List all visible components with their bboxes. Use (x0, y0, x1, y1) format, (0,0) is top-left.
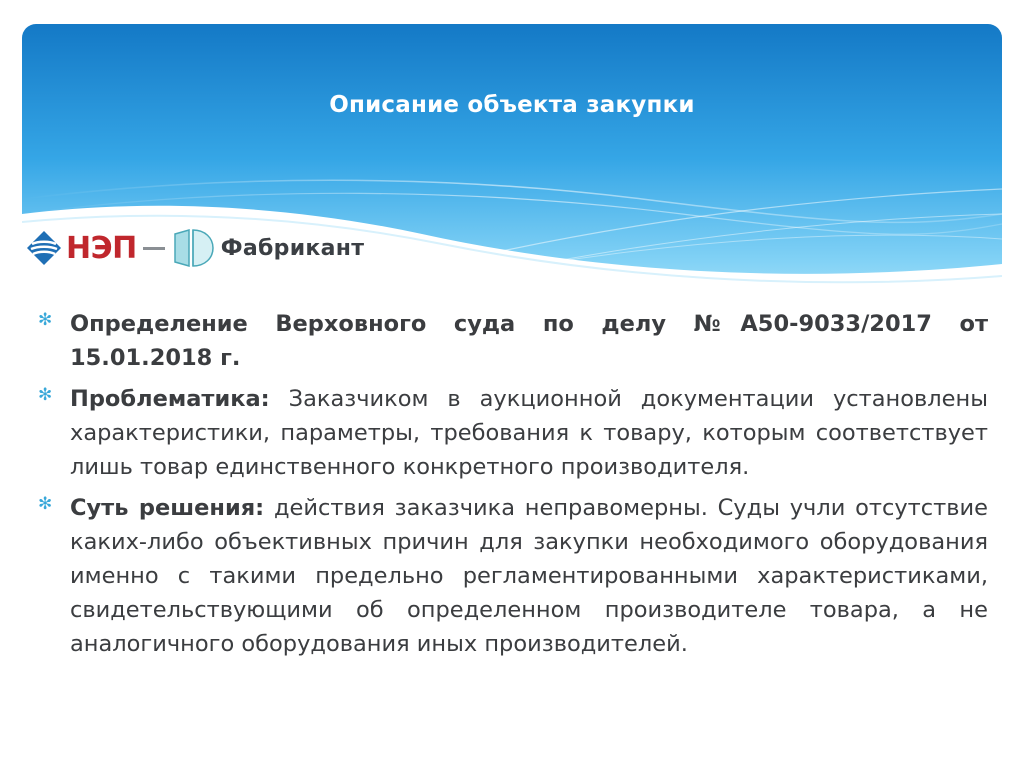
bullet-icon: ✻ (38, 310, 53, 330)
bullet-lead: Суть решения: (70, 495, 265, 521)
logo-bar (26, 226, 364, 270)
bullet-paragraph (70, 382, 988, 484)
slide (22, 24, 1002, 746)
logo-separator (143, 247, 165, 250)
bullet-paragraph (70, 491, 988, 661)
bullet-lead: Проблематика: (70, 386, 270, 412)
bullet-icon: ✻ (38, 385, 53, 405)
fabrikant-logo-icon (171, 228, 217, 268)
bullet-icon: ✻ (38, 494, 53, 514)
list-item (36, 307, 988, 375)
list-item (36, 382, 988, 484)
bullet-lead: Определение Верховного суда по делу №А50-9033/2017 от 15.01.2018 г. (70, 311, 988, 371)
nep-logo-text: НЭП (66, 230, 137, 266)
bullet-paragraph (70, 307, 988, 375)
slide-title: Описание объекта закупки (329, 92, 695, 118)
bullet-list (36, 307, 988, 668)
bullet-text: действия заказчика неправомерны. Суды учли отсутствие каких-либо объективных причин для закупки необходимого оборудования именно с такими предельно регламентированными характеристиками, свидетельствующими об определенном производителе товара, а не аналогичного оборудования иных производителей. (70, 495, 988, 657)
nep-logo-icon (26, 230, 62, 266)
banner-background (22, 24, 1002, 324)
fabrikant-logo-text: Фабрикант (220, 235, 365, 261)
list-item (36, 491, 988, 661)
bullet-text: Заказчиком в аукционной документации установлены характеристики, параметры, требования к товару, которым соответствует лишь товар единственного конкретного производителя. (70, 386, 988, 480)
